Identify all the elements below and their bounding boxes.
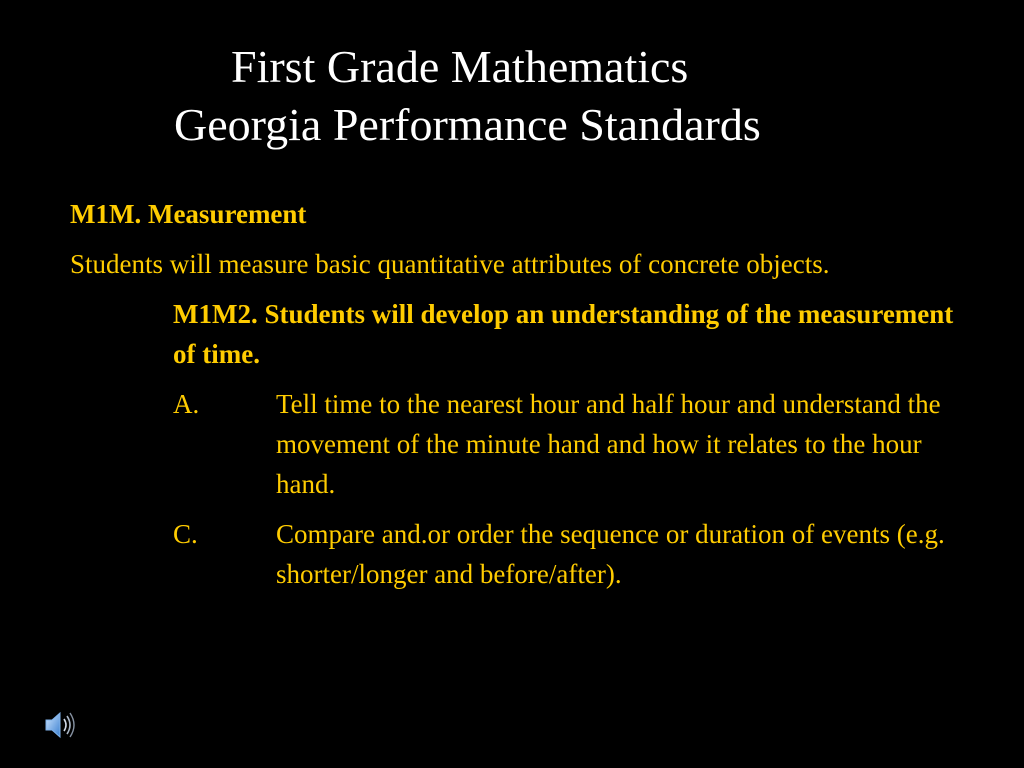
list-item-text: Tell time to the nearest hour and half hour and understand the movement of the minute hand and how it relates to the hour hand.: [276, 389, 941, 499]
list-item-a: [173, 384, 966, 504]
list-item-c: [173, 514, 966, 594]
title-line-1: First Grade Mathematics: [231, 41, 689, 92]
list-marker: A.: [173, 389, 200, 419]
intro-text: Students will measure basic quantitative attributes of concrete objects.: [70, 249, 830, 279]
slide-title: [0, 38, 1024, 154]
slide-body: [70, 194, 970, 604]
list-item-text: Compare and.or order the sequence or duration of events (e.g. shorter/longer and before/after).: [276, 519, 945, 589]
title-line-2: Georgia Performance Standards: [174, 99, 761, 150]
list-marker: C.: [173, 519, 198, 549]
speaker-icon[interactable]: [42, 708, 76, 742]
standard-text: M1M2. Students will develop an understanding of the measurement of time.: [173, 299, 954, 369]
section-heading: M1M. Measurement: [70, 199, 307, 229]
